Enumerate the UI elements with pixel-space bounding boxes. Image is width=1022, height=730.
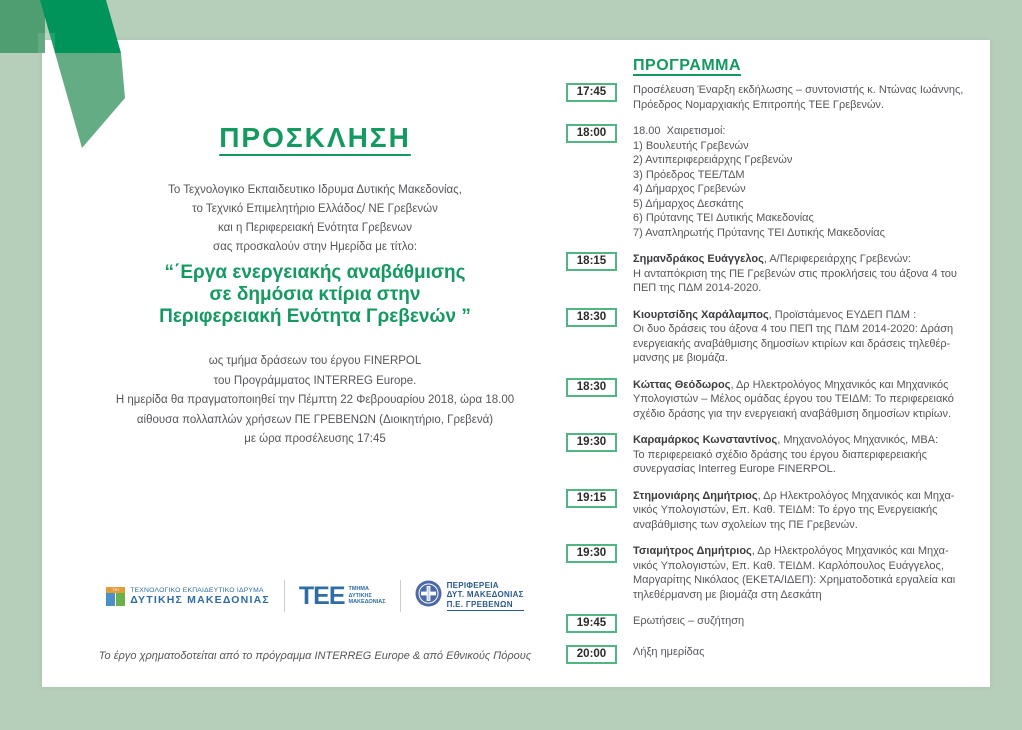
text-line: 1) Βουλευτής Γρεβενών xyxy=(633,139,749,152)
invitation-intro xyxy=(60,181,570,257)
region-logo-line1: ΠΕΡΙΦΕΡΕΙΑ xyxy=(446,580,499,590)
program-item-text xyxy=(633,614,744,629)
text-line: νικός Υπολογιστών, Επ. Καθ. ΤΕΙΔΜ: Το έργο της Ενεργειακής xyxy=(633,504,938,516)
program-item xyxy=(566,614,976,633)
speaker-name: Κώττας Θεόδωρος xyxy=(633,378,731,391)
text-line: τηλεθέρμανση με βιομάζα στη Δεσκάτη xyxy=(633,588,822,601)
program-item-text xyxy=(633,308,953,366)
text-line: νικός Υπολογιστών, Επ. Καθ. ΤΕΙΔΜ. Καρλόπουλος Ευάγγελος, xyxy=(633,559,944,572)
program-item xyxy=(566,252,976,296)
text-line: Κώττας Θεόδωρος, Δρ Ηλεκτρολόγος Μηχανικός και Μηχανικός xyxy=(633,378,949,391)
text-line: σας προσκαλούν στην Ημερίδα με τίτλο: xyxy=(212,241,418,253)
text-line: αίθουσα πολλαπλών χρήσεων ΠΕ ΓΡΕΒΕΝΩΝ (Διοικητήριο, Γρεβενά) xyxy=(136,413,494,426)
logos-row xyxy=(60,580,570,612)
text-line: αναβάθμισης των σχολείων της ΠΕ Γρεβενών. xyxy=(633,518,858,531)
time-badge: 19:15 xyxy=(566,489,617,508)
text-line: Η ανταπόκριση της ΠΕ Γρεβενών στις προκλήσεις του άξονα 4 του xyxy=(633,267,957,280)
program-rows xyxy=(566,83,976,664)
program-item xyxy=(566,83,976,112)
program-item xyxy=(566,489,976,533)
speaker-name: Τσιαμήτρος Δημήτριος xyxy=(633,545,752,557)
event-details xyxy=(60,352,570,450)
text-line: 5) Δήμαρχος Δεσκάτης xyxy=(633,197,744,210)
document-page xyxy=(42,40,990,687)
speaker-name: Καραμάρκος Κωνσταντίνος xyxy=(633,434,778,446)
event-title xyxy=(60,262,570,328)
program-item-text xyxy=(633,83,963,112)
text-line: 4) Δήμαρχος Γρεβενών xyxy=(633,183,746,195)
tee-logo-sub3: ΜΑΚΕΔΟΝΙΑΣ xyxy=(348,599,386,606)
text-line: Μαργαρίτης Νικόλαος (ΕΚΕΤΑ/ΙΔΕΠ): Χρηματοδοτικά εργαλεία και xyxy=(633,574,956,586)
text-line: Σημανδράκος Ευάγγελος, Α/Περιφερειάρχης Γρεβενών: xyxy=(633,253,911,265)
time-badge: 19:45 xyxy=(566,614,617,633)
text-line: “΄Εργα ενεργειακής αναβάθμισης xyxy=(164,262,466,283)
text-line: μανσης με βιομάζα. xyxy=(633,352,728,364)
text-line: Λήξη ημερίδας xyxy=(633,646,705,658)
program-item xyxy=(566,308,976,366)
tei-logo-icon: ΤΕΙ xyxy=(106,587,125,606)
time-badge: 19:30 xyxy=(566,544,617,563)
corner-ribbon-decoration xyxy=(0,0,160,165)
text-line: Η ημερίδα θα πραγματοποιηθεί την Πέμπτη 22 Φεβρουαρίου 2018, ώρα 18.00 xyxy=(115,394,515,406)
program-section xyxy=(566,57,976,676)
time-badge: 18:15 xyxy=(566,252,617,271)
text-line: και η Περιφερειακή Ενότητα Γρεβενων xyxy=(218,222,412,234)
program-item xyxy=(566,124,976,240)
text-line: 18.00 Χαιρετισμοί: xyxy=(633,125,726,137)
speaker-name: Σημανδράκος Ευάγγελος xyxy=(633,253,764,265)
text-line: ως τμήμα δράσεων του έργου FINERPOL xyxy=(208,355,422,367)
time-badge: 19:30 xyxy=(566,433,617,452)
time-badge: 17:45 xyxy=(566,83,617,102)
tei-logo-line1: ΤΕΧΝΟΛΟΓΙΚΟ ΕΚΠΑΙΔΕΥΤΙΚΟ ΙΔΡΥΜΑ xyxy=(130,586,264,594)
time-badge: 20:00 xyxy=(566,645,617,664)
program-item-text xyxy=(633,124,885,240)
text-line: Υπολογιστών – Μέλος ομάδας έργου του ΤΕΙΔΜ: Το περιφερειακό xyxy=(633,393,954,405)
time-badge: 18:30 xyxy=(566,378,617,397)
text-line: Το περιφερειακό σχέδιο δράσης του έργου διαπεριφερειακής xyxy=(633,448,927,461)
program-item xyxy=(566,378,976,422)
program-item-text xyxy=(633,252,957,296)
region-emblem-icon xyxy=(415,580,442,612)
tee-logo-sub1: ΤΜΗΜΑ xyxy=(348,586,369,593)
program-item-text xyxy=(633,489,954,533)
region-logo-line3: Π.Ε. ΓΡΕΒΕΝΩΝ xyxy=(447,600,524,612)
tei-logo-line2: ΔΥΤΙΚΗΣ ΜΑΚΕΔΟΝΙΑΣ xyxy=(130,593,270,606)
program-item-text xyxy=(633,433,938,477)
text-line: Οι δυο δράσεις του άξονα 4 του ΠΕΠ της ΠΔΜ 2014-2020: Δράση xyxy=(633,323,954,335)
tee-logo xyxy=(299,582,386,611)
program-item-text xyxy=(633,378,954,422)
speaker-name: Στημονιάρης Δημήτριος xyxy=(633,489,758,502)
time-badge: 18:30 xyxy=(566,308,617,327)
funding-note: Το έργο χρηματοδοτείται από το πρόγραμμα INTERREG Europe & από Εθνικούς Πόρους xyxy=(98,650,532,662)
time-badge: 18:00 xyxy=(566,124,617,143)
text-line: Πρόεδρος Νομαρχιακής Επιτροπής ΤΕΕ Γρεβενών. xyxy=(633,98,884,111)
program-title: ΠΡΟΓΡΑΜΜΑ xyxy=(633,57,742,74)
text-line: Κιουρτσίδης Χαράλαμπος, Προϊστάμενος ΕΥΔΕΠ ΠΔΜ : xyxy=(633,308,917,321)
text-line: ενεργειακής αναβάθμισης δημοσίων κτιρίων και δράσεις τηλεθέρ- xyxy=(633,337,951,350)
text-line: ΠΕΠ της ΠΔΜ 2014-2020. xyxy=(633,282,762,294)
text-line: Τσιαμήτρος Δημήτριος, Δρ Ηλεκτρολόγος Μηχανικός και Μηχα- xyxy=(633,545,949,557)
text-line: σε δημόσια κτίρια στην xyxy=(209,284,421,305)
text-line: 7) Αναπληρωτής Πρύτανης ΤΕΙ Δυτικής Μακεδονίας xyxy=(633,226,885,239)
text-line: Καραμάρκος Κωνσταντίνος, Μηχανολόγος Μηχανικός, MBA: xyxy=(633,434,939,446)
text-line: συνεργασίας Interreg Europe FINERPOL. xyxy=(633,463,836,475)
text-line: το Τεχνικό Επιμελητήριο Ελλάδος/ ΝΕ Γρεβενών xyxy=(192,203,438,215)
region-logo xyxy=(415,580,524,612)
logo-separator xyxy=(400,580,401,612)
tee-logo-acronym: ΤΕΕ xyxy=(298,581,345,610)
speaker-name: Κιουρτσίδης Χαράλαμπος xyxy=(633,308,769,321)
text-line: Ερωτήσεις – συζήτηση xyxy=(633,615,745,627)
logo-separator xyxy=(284,580,285,612)
program-item-text xyxy=(633,544,955,602)
region-logo-line2: ΔΥΤ. ΜΑΚΕΔΟΝΙΑΣ xyxy=(446,590,524,600)
program-item-text xyxy=(633,645,704,660)
tee-logo-sub2: ΔΥΤΙΚΗΣ xyxy=(348,592,372,599)
tei-logo xyxy=(106,587,270,606)
text-line: 3) Πρόεδρος ΤΕΕ/ΤΔΜ xyxy=(633,168,745,181)
program-item xyxy=(566,645,976,664)
text-line: Περιφερειακή Ενότητα Γρεβενών ” xyxy=(159,306,471,327)
text-line: σχέδιο δράσης για την ενεργειακή αναβάθμιση δημοσίων κτιρίων. xyxy=(633,407,952,420)
text-line: Το Τεχνολογικο Εκπαιδευτικο Ιδρυμα Δυτικής Μακεδονίας, xyxy=(168,184,462,196)
program-item xyxy=(566,433,976,477)
text-line: 2) Αντιπεριφερειάρχης Γρεβενών xyxy=(633,154,793,166)
program-item xyxy=(566,544,976,602)
text-line: Προσέλευση Έναρξη εκδήλωσης – συντονιστής κ. Ντώνας Ιωάννης, xyxy=(633,84,964,96)
text-line: του Προγράμματος INTERREG Europe. xyxy=(213,374,417,387)
text-line: με ώρα προσέλευσης 17:45 xyxy=(244,433,386,445)
text-line: Στημονιάρης Δημήτριος, Δρ Ηλεκτρολόγος Μηχανικός και Μηχα- xyxy=(633,489,955,502)
invitation-title: ΠΡΟΣΚΛΗΣΗ xyxy=(219,122,411,153)
text-line: 6) Πρύτανης ΤΕΙ Δυτικής Μακεδονίας xyxy=(633,212,814,224)
